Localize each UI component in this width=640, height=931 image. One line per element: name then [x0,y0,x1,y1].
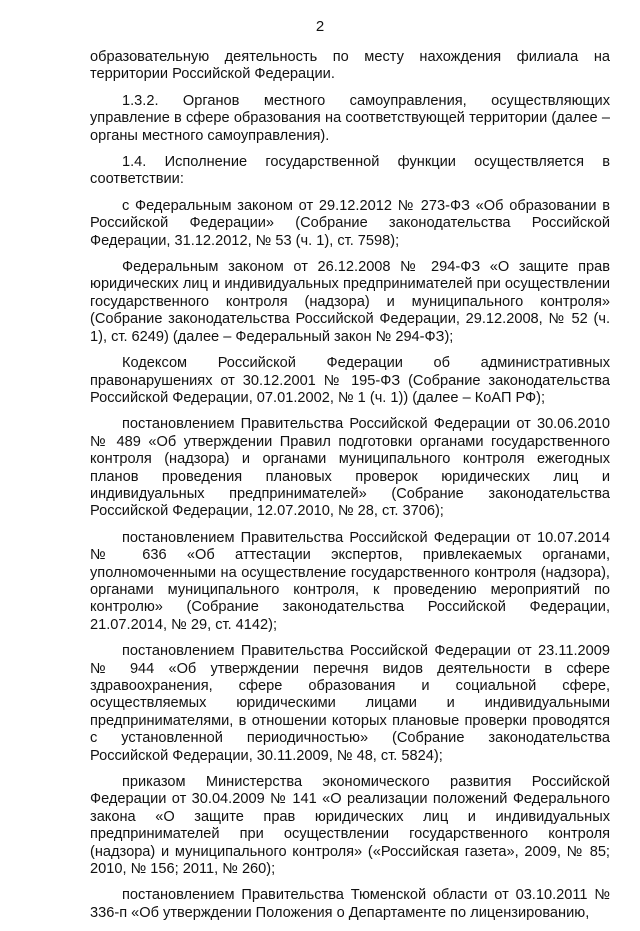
paragraph-clause-1-3-2: 1.3.2. Органов местного самоуправления, осуществляющих управление в сфере образования на соответствующей территории (далее – органы местного самоуправления). [90,92,610,144]
paragraph-clause-1-4: 1.4. Исполнение государственной функции осуществляется в соответствии: [90,154,610,188]
paragraph-resolution-636: постановлением Правительства Российской Федерации от 10.07.2014 № 636 «Об аттестации экспертов, привлекаемых органами, уполномоченными на осуществление государственного контроля (надзора), органами муниципального контроля, к проведению мероприятий по контролю» (Собрание законодательства Российской Федерации, 21.07.2014, № 29, ст. 4142); [90,529,610,633]
paragraph-order-141: приказом Министерства экономического развития Российской Федерации от 30.04.2009 № 141 «О реализации положений Федерального закона «О защите прав юридических лиц и индивидуальных предпринимателей при осуществлении государственного контроля (надзора) и муниципального контроля» («Российская газета», 2009, № 85; 2010, № 156; 2011, № 260); [90,774,610,878]
paragraph-resolution-336-p: постановлением Правительства Тюменской области от 03.10.2011 № 336-п «Об утверждении Положения о Департаменте по лицензированию, [90,887,610,921]
document-body [90,49,610,931]
page-number: 2 [315,18,325,35]
paragraph-resolution-944: постановлением Правительства Российской Федерации от 23.11.2009 № 944 «Об утверждении перечня видов деятельности в сфере здравоохранения, сфере образования и социальной сфере, осуществляемых юридическими лицами и индивидуальными предпринимателями, в отношении которых плановые проверки проводятся с установленной периодичностью» (Собрание законодательства Российской Федерации, 30.11.2009, № 48, ст. 5824); [90,643,610,764]
paragraph-resolution-489: постановлением Правительства Российской Федерации от 30.06.2010 № 489 «Об утверждении Правил подготовки органами государственного контроля (надзора) и органами муниципального контроля ежегодных планов проведения плановых проверок юридических лиц и индивидуальных предпринимателей» (Собрание законодательства Российской Федерации, 12.07.2010, № 28, ст. 3706); [90,416,610,520]
paragraph-law-294-fz: Федеральным законом от 26.12.2008 № 294-ФЗ «О защите прав юридических лиц и индивидуальных предпринимателей при осуществлении государственного контроля (надзора) и муниципального контроля» (Собрание законодательства Российской Федерации, 29.12.2008, № 52 (ч. 1), ст. 6249) (далее – Федеральный закон № 294-ФЗ); [90,259,610,345]
paragraph-continuation: образовательную деятельность по месту нахождения филиала на территории Российской Федерации. [90,49,610,83]
paragraph-law-273-fz: с Федеральным законом от 29.12.2012 № 273-ФЗ «Об образовании в Российской Федерации» (Собрание законодательства Российской Федерации, 31.12.2012, № 53 (ч. 1), ст. 7598); [90,197,610,249]
paragraph-koap-rf: Кодексом Российской Федерации об административных правонарушениях от 30.12.2001 № 195-ФЗ (Собрание законодательства Российской Федерации, 07.01.2002, № 1 (ч. 1)) (далее – КоАП РФ); [90,355,610,406]
